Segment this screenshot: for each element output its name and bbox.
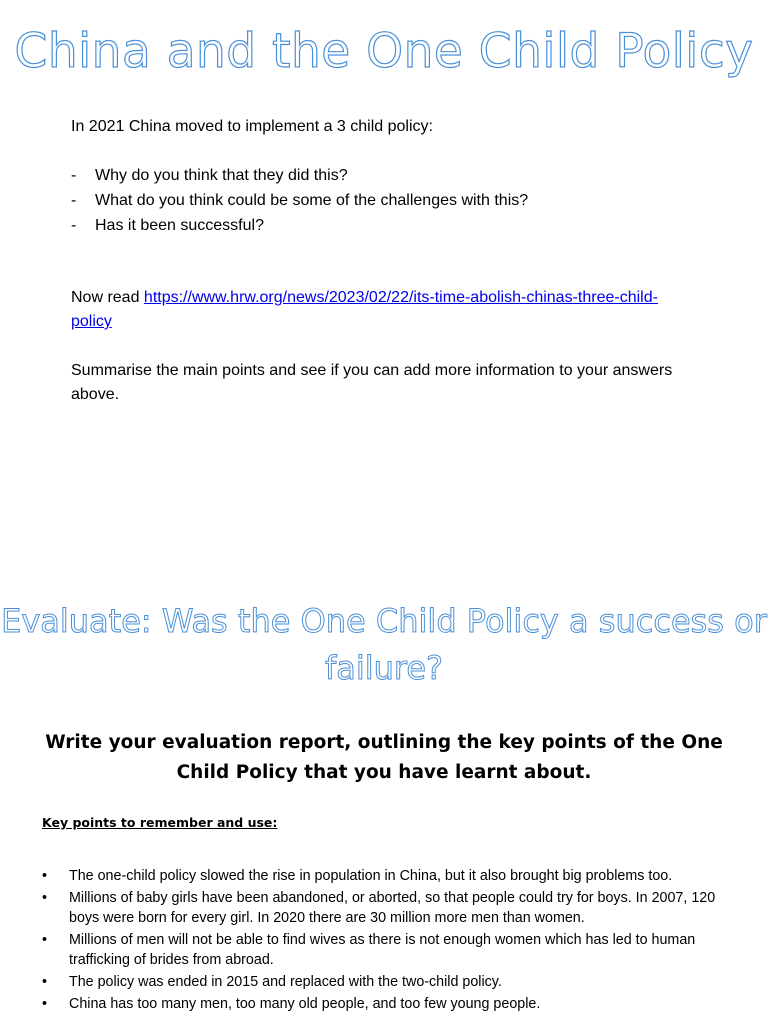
report-instruction: Write your evaluation report, outlining the key points of the One Child Policy that you have learnt about. [45, 732, 723, 783]
question-list [71, 163, 691, 238]
key-points-heading: Key points to remember and use: [42, 815, 278, 830]
key-point-text: The one-child policy slowed the rise in population in China, but it also brought big problems too. [69, 868, 673, 884]
key-points-list [42, 866, 732, 1016]
article-link[interactable]: https://www.hrw.org/news/2023/02/22/its-time-abolish-chinas-three-child-policy [71, 289, 658, 330]
read-prefix: Now read [71, 289, 144, 306]
key-point-item [42, 972, 732, 992]
key-point-text: Millions of baby girls have been abandoned, or aborted, so that people could try for boys. In 2007, 120 boys were born for every girl. In 2020 there are 30 million more men than women. [69, 890, 716, 926]
intro-text: In 2021 China moved to implement a 3 child policy: [71, 118, 433, 135]
key-point-item [42, 866, 732, 886]
question-text: Why do you think that they did this? [95, 167, 348, 184]
key-point-text: Millions of men will not be able to find wives as there is not enough women which has led to human trafficking of brides from abroad. [69, 932, 696, 968]
question-item [71, 163, 691, 188]
key-point-text: The policy was ended in 2015 and replaced with the two-child policy. [69, 974, 502, 990]
bullet-icon: • [42, 974, 48, 990]
question-item [71, 188, 691, 213]
evaluate-heading: Evaluate: Was the One Child Policy a success or failure? [1, 602, 767, 687]
question-text: What do you think could be some of the challenges with this? [95, 192, 529, 209]
key-point-item [42, 930, 732, 970]
read-instruction [71, 286, 691, 334]
page-title: China and the One Child Policy [14, 24, 754, 79]
key-point-text: China has too many men, too many old people, and too few young people. [69, 996, 541, 1012]
bullet-icon: • [42, 890, 48, 906]
question-text: Has it been successful? [95, 217, 264, 234]
bullet-icon: • [42, 868, 48, 884]
dash-marker: - [71, 167, 77, 184]
question-item [71, 213, 691, 238]
bullet-icon: • [42, 932, 48, 948]
bullet-icon: • [42, 996, 48, 1012]
summary-instruction: Summarise the main points and see if you can add more information to your answers above. [71, 362, 673, 403]
key-point-item [42, 888, 732, 928]
dash-marker: - [71, 217, 77, 234]
key-point-item [42, 994, 732, 1014]
dash-marker: - [71, 192, 77, 209]
